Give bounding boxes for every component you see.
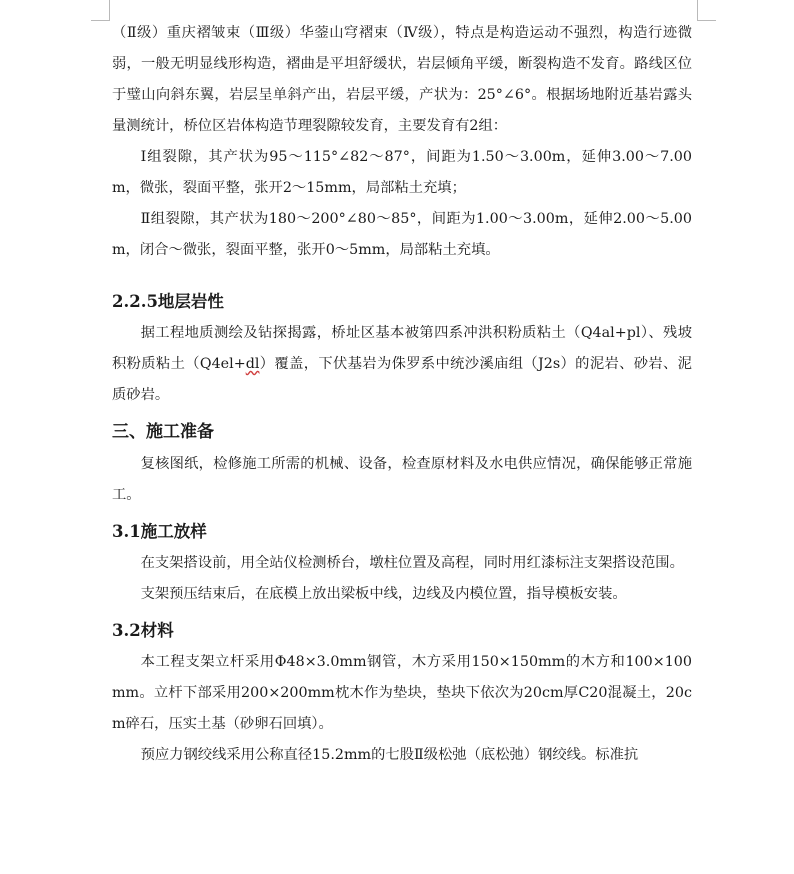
paragraph-geology-structure: （Ⅱ级）重庆褶皱束（Ⅲ级）华蓥山穹褶束（Ⅳ级），特点是构造运动不强烈，构造行迹微弱，一般无明显线形构造，褶曲是平坦舒缓状，岩层倾角平缓，断裂构造不发育。路线区位于璧山向斜东翼，岩层呈单斜产出，岩层平缓，产状为：25°∠6°。根据场地附近基岩露头量测统计，桥位区岩体构造节理裂隙较发育，主要发育有2组： <box>112 25 692 134</box>
document-body <box>112 18 692 771</box>
stratum-text-part-2: ）覆盖，下伏基岩为侏罗系中统沙溪庙组（J2s）的泥岩、砂岩、泥质砂岩。 <box>112 356 692 403</box>
heading-3-1: 3.1施工放样 <box>112 522 207 541</box>
paragraph-stratum-lithology <box>112 318 692 411</box>
paragraph-setting-out-2: 支架预压结束后，在底模上放出梁板中线，边线及内模位置，指导模板安装。 <box>140 586 627 602</box>
paragraph-materials-1: 本工程支架立杆采用Φ48×3.0mm钢管，木方采用150×150mm的木方和100×100mm。立杆下部采用200×200mm枕木作为垫块，垫块下依次为20cm厚C20混凝土，20cm碎石，压实土基（砂卵石回填）。 <box>112 654 692 732</box>
heading-section-3: 三、施工准备 <box>112 422 214 442</box>
stratum-text-part-1: 据工程地质测绘及钻探揭露，桥址区基本被第四系冲洪积粉质粘土（Q4al+pl）、残坡积粉质粘土（Q4el+ <box>112 325 692 372</box>
paragraph-fracture-group-1: Ⅰ组裂隙，其产状为95～115°∠82～87°，间距为1.50～3.00m，延伸3.00～7.00m，微张，裂面平整，张开2～15mm，局部粘土充填； <box>112 149 692 196</box>
page-corner-mark-right <box>697 0 716 21</box>
spellcheck-marked-text: dl <box>245 356 260 372</box>
heading-2-2-5: 2.2.5地层岩性 <box>112 292 224 311</box>
paragraph-setting-out-1: 在支架搭设前，用全站仪检测桥台，墩柱位置及高程，同时用红漆标注支架搭设范围。 <box>140 555 684 571</box>
paragraph-materials-2: 预应力钢绞线采用公称直径15.2mm的七股Ⅱ级松弛（底松弛）钢绞线。标准抗 <box>140 747 639 763</box>
paragraph-preparation: 复核图纸，检修施工所需的机械、设备，检查原材料及水电供应情况，确保能够正常施工。 <box>112 456 692 503</box>
heading-3-2: 3.2材料 <box>112 621 174 640</box>
page-corner-mark-left <box>91 0 110 21</box>
paragraph-fracture-group-2: Ⅱ组裂隙，其产状为180～200°∠80～85°，间距为1.00～3.00m，延伸2.00～5.00m，闭合～微张，裂面平整，张开0～5mm，局部粘土充填。 <box>112 211 692 258</box>
